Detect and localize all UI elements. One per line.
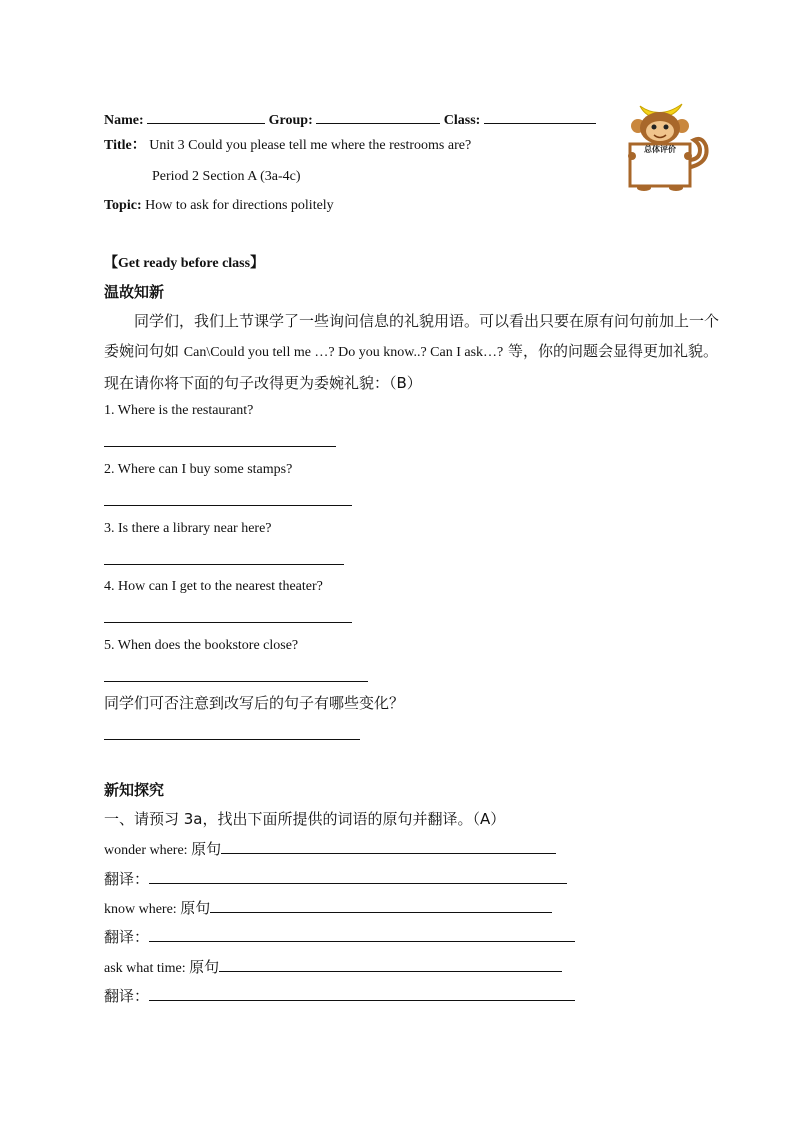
phrase-2: know where: [104, 902, 177, 917]
group-field[interactable] [316, 109, 440, 124]
class-field[interactable] [484, 109, 596, 124]
topic-text: How to ask for directions politely [145, 198, 334, 213]
group-label: Group: [268, 113, 313, 128]
orig-label-1: 原句 [191, 840, 222, 858]
preview-task: 一、请预习 3a，找出下面所提供的词语的原句并翻译。（A） [104, 810, 506, 828]
orig-sentence-field-1[interactable] [221, 840, 556, 854]
translate-row-1 [104, 870, 567, 890]
name-field[interactable] [147, 109, 265, 124]
answer-line-4[interactable] [104, 622, 352, 623]
monkey-evaluation-logo [616, 98, 716, 193]
title-row [104, 137, 471, 155]
translation-field-3[interactable] [149, 987, 575, 1001]
question-1: 1. Where is the restaurant? [104, 403, 254, 418]
translate-label-1: 翻译： [104, 870, 150, 888]
phrase-row-3 [104, 958, 562, 978]
question-3: 3. Is there a library near here? [104, 521, 272, 536]
intro-examples: Can\Could you tell me …? Do you know..? Can I ask…? [183, 345, 504, 360]
review-heading: 温故知新 [104, 283, 165, 301]
phrase-3: ask what time: [104, 961, 186, 976]
phrase-row-2 [104, 899, 552, 919]
translate-row-3 [104, 987, 575, 1007]
translation-field-1[interactable] [149, 870, 567, 884]
question-4: 4. How can I get to the nearest theater? [104, 579, 323, 594]
title-text: Unit 3 Could you please tell me where the restrooms are? [149, 138, 472, 153]
translation-field-2[interactable] [149, 928, 575, 942]
ready-heading: 【Get ready before class】 [104, 256, 265, 271]
title-label: Title： [104, 138, 146, 153]
student-info-row [104, 109, 596, 130]
logo-label: 总体评价 [644, 145, 676, 154]
topic-label: Topic: [104, 198, 142, 213]
intro-text-2: 等，你的问题会显得更加礼貌。现在请你将下面的句子改得更为委婉礼貌：（B） [104, 342, 719, 392]
orig-sentence-field-3[interactable] [219, 958, 562, 972]
phrase-1: wonder where: [104, 843, 188, 858]
reflection-answer-line[interactable] [104, 739, 360, 740]
answer-line-2[interactable] [104, 505, 352, 506]
answer-line-5[interactable] [104, 681, 368, 682]
phrase-row-1 [104, 840, 556, 860]
intro-paragraph [104, 306, 724, 398]
topic-row [104, 197, 334, 215]
period-text: Period 2 Section A (3a-4c) [152, 169, 301, 184]
translate-label-2: 翻译： [104, 928, 150, 946]
question-5: 5. When does the bookstore close? [104, 638, 299, 653]
question-2: 2. Where can I buy some stamps? [104, 462, 293, 477]
new-heading: 新知探究 [104, 781, 165, 799]
answer-line-1[interactable] [104, 446, 336, 447]
orig-label-3: 原句 [189, 958, 220, 976]
orig-label-2: 原句 [180, 899, 211, 917]
answer-line-3[interactable] [104, 564, 344, 565]
reflection-question: 同学们可否注意到改写后的句子有哪些变化？ [104, 694, 405, 712]
orig-sentence-field-2[interactable] [210, 899, 552, 913]
name-label: Name: [104, 113, 144, 128]
intro-text-1: 同学们，我们上节课学了一些询问信息的礼貌用语。可以看出只要在原有问句前加上一个委婉问句如 [104, 312, 720, 360]
translate-label-3: 翻译： [104, 987, 150, 1005]
class-label: Class: [443, 113, 481, 128]
translate-row-2 [104, 928, 575, 948]
